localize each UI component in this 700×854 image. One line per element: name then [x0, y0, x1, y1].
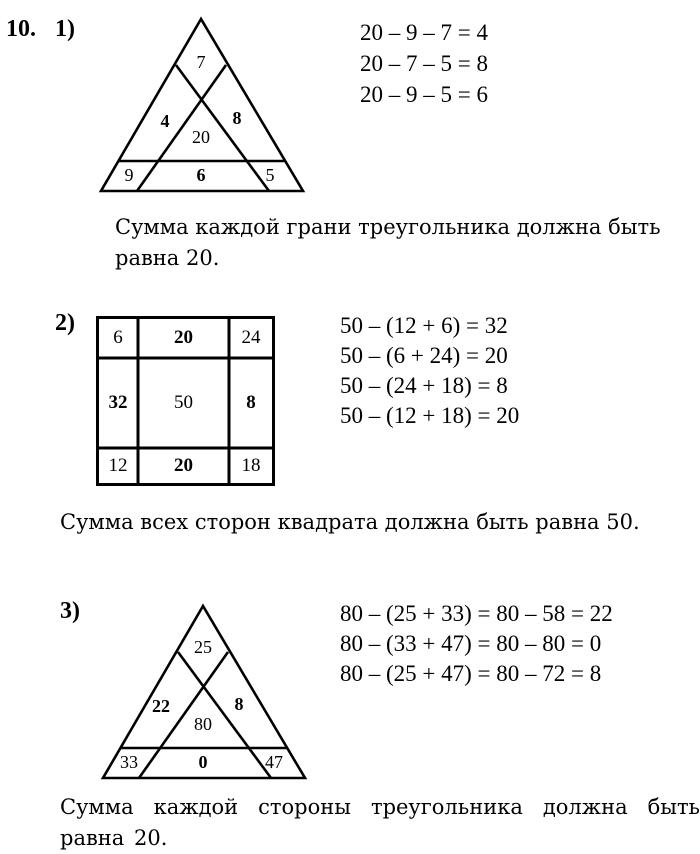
triangle-top-value: 7	[196, 52, 206, 73]
triangle-divider-line	[178, 652, 271, 778]
square-center-value: 50	[174, 392, 193, 413]
square-bottom-left-value: 12	[108, 455, 128, 476]
problem-number: 10.	[6, 16, 36, 42]
part1-triangle-figure	[95, 15, 310, 197]
part3-note: Сумма каждой стороны треугольника должна быть равна 20.	[60, 795, 700, 850]
square-middle-left-value: 32	[108, 392, 128, 413]
triangle-divider-line	[176, 65, 269, 191]
triangle-center-value: 80	[194, 714, 212, 735]
triangle-bottom-middle-value: 6	[196, 165, 206, 186]
square-top-middle-value: 20	[174, 327, 193, 348]
square-top-right-value: 24	[241, 327, 261, 348]
part1-equation: 20 – 7 – 5 = 8	[360, 51, 488, 76]
part2-note: Сумма всех сторон квадрата должна быть равна 50.	[60, 510, 640, 534]
part3-equation: 80 – (33 + 47) = 80 – 80 = 0	[340, 631, 602, 656]
triangle-bottom-middle-value: 0	[198, 752, 208, 773]
triangle-top-value: 25	[194, 637, 212, 658]
square-top-left-value: 6	[113, 327, 123, 348]
part2-square-figure	[96, 316, 275, 486]
part2-equation: 50 – (24 + 18) = 8	[340, 373, 508, 398]
part1-label: 1)	[55, 16, 75, 42]
triangle-bottom-right-value: 5	[265, 165, 275, 186]
square-bottom-middle-value: 20	[174, 455, 193, 476]
triangle-right-value: 8	[234, 694, 244, 715]
part1-equation: 20 – 9 – 5 = 6	[360, 82, 488, 107]
part3-equation: 80 – (25 + 47) = 80 – 72 = 8	[340, 661, 602, 686]
triangle-bottom-left-value: 33	[120, 752, 138, 773]
triangle-center-value: 20	[192, 127, 210, 148]
part3-equation: 80 – (25 + 33) = 80 – 58 = 22	[340, 601, 613, 626]
part2-label: 2)	[55, 310, 75, 336]
square-middle-right-value: 8	[246, 392, 256, 413]
triangle-bottom-left-value: 9	[124, 165, 134, 186]
triangle-bottom-right-value: 47	[265, 752, 283, 773]
part2-equation: 50 – (12 + 6) = 32	[340, 313, 508, 338]
triangle-left-value: 22	[152, 696, 170, 717]
part3-triangle-figure	[97, 602, 312, 784]
square-bottom-right-value: 18	[241, 455, 261, 476]
part1-equation: 20 – 9 – 7 = 4	[360, 20, 488, 45]
triangle-divider-line	[137, 65, 226, 191]
part3-label: 3)	[60, 598, 80, 624]
triangle-left-value: 4	[160, 111, 170, 132]
part2-equation: 50 – (6 + 24) = 20	[340, 343, 508, 368]
part2-equation: 50 – (12 + 18) = 20	[340, 403, 520, 428]
part1-note: Сумма каждой грани треугольника должна быть равна 20.	[115, 215, 661, 270]
triangle-right-value: 8	[232, 108, 242, 129]
